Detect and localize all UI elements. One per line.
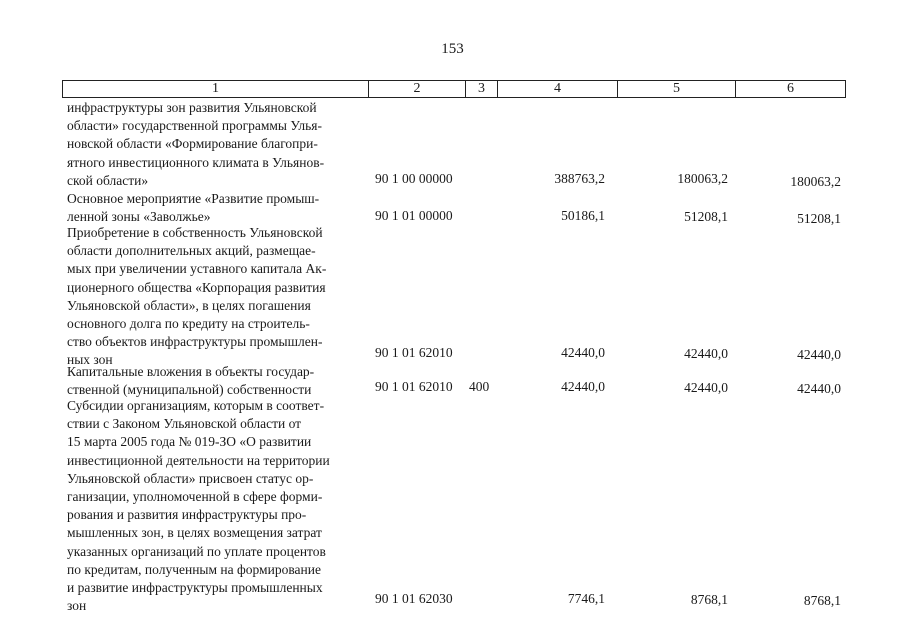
row-name-line: инвестиционной деятельности на территории — [67, 452, 330, 468]
row-value-col6: 180063,2 — [790, 174, 841, 189]
row-name-line: по кредитам, полученным на формирование — [67, 561, 321, 577]
row-name-line: Ульяновской области», в целях погашения — [67, 297, 311, 313]
row-name-line: Ульяновской области» присвоен статус ор- — [67, 470, 314, 486]
row-name — [67, 99, 367, 190]
row-value-col4: 42440,0 — [561, 345, 605, 360]
row-name-line: области» государственной программы Улья- — [67, 118, 323, 134]
row-name-line: ных зон — [67, 352, 113, 368]
row-name — [67, 363, 367, 399]
row-value-col5: 42440,0 — [684, 346, 728, 361]
row-name-line: зон — [67, 598, 87, 614]
row-name-line: ственной (муниципальной) собственности — [67, 382, 312, 398]
row-name-line: Приобретение в собственность Ульяновской — [67, 225, 323, 240]
row-name-line: Капитальные вложения в объекты государ- — [67, 364, 315, 379]
row-value-col6: 8768,1 — [803, 593, 841, 608]
header-col-1: 1 — [63, 81, 369, 97]
row-name-line: ганизации, уполномоченной в сфере форми- — [67, 489, 323, 505]
row-code: 90 1 01 62030 — [375, 591, 453, 606]
row-name-line: Субсидии организациям, которым в соответ- — [67, 398, 325, 413]
row-name-line: новской области «Формирование благопри- — [67, 136, 318, 152]
row-name — [67, 397, 367, 615]
row-code: 90 1 01 62010 — [375, 345, 453, 360]
row-name-line: мышленных зон, в целях возмещения затрат — [67, 525, 322, 541]
row-name-line: ствии с Законом Ульяновской области от — [67, 416, 302, 432]
row-name-line: ленной зоны «Заволжье» — [67, 209, 211, 225]
row-name-line: ство объектов инфраструктуры промышлен- — [67, 334, 323, 350]
row-value-col6: 42440,0 — [797, 347, 841, 362]
header-col-4: 4 — [498, 81, 618, 97]
row-value-col5: 8768,1 — [690, 592, 728, 607]
row-name-line: рования и развития инфраструктуры про- — [67, 507, 307, 523]
row-name-line: ционерного общества «Корпорация развития — [67, 279, 326, 295]
row-value-col5: 42440,0 — [684, 380, 728, 395]
row-name-line: ской области» — [67, 172, 149, 188]
row-value-col4: 388763,2 — [554, 171, 605, 186]
row-name — [67, 224, 367, 370]
row-name-line: области дополнительных акций, размещае- — [67, 243, 316, 259]
row-value-col6: 42440,0 — [797, 381, 841, 396]
page-number: 153 — [441, 41, 464, 57]
row-vr: 400 — [469, 379, 490, 394]
header-col-3: 3 — [466, 81, 498, 97]
row-name-line: и развитие инфраструктуры промышленных — [67, 580, 323, 596]
header-col-6: 6 — [787, 81, 794, 96]
header-col-2: 2 — [369, 81, 466, 97]
row-value-col4: 50186,1 — [561, 208, 605, 223]
row-value-col6: 51208,1 — [797, 211, 841, 226]
row-name-line: ятного инвестиционного климата в Ульянов- — [67, 154, 325, 170]
row-name-line: Основное мероприятие «Развитие промыш- — [67, 191, 320, 206]
row-value-col5: 51208,1 — [684, 209, 728, 224]
row-name-line: основного долга по кредиту на строитель- — [67, 316, 310, 332]
header-col-5: 5 — [618, 81, 736, 97]
row-code: 90 1 01 62010 — [375, 379, 453, 394]
row-value-col4: 42440,0 — [561, 379, 605, 394]
row-code: 90 1 01 00000 — [375, 208, 453, 223]
row-value-col5: 180063,2 — [677, 171, 728, 186]
row-name-line: мых при увеличении уставного капитала Ак- — [67, 261, 327, 277]
row-name-line: инфраструктуры зон развития Ульяновской — [67, 100, 317, 115]
row-code: 90 1 00 00000 — [375, 171, 453, 186]
table-header — [62, 80, 846, 98]
row-name-line: 15 марта 2005 года № 019-ЗО «О развитии — [67, 434, 312, 450]
row-name-line: указанных организаций по уплате процентов — [67, 543, 326, 559]
row-value-col4: 7746,1 — [567, 591, 605, 606]
row-name — [67, 190, 367, 226]
